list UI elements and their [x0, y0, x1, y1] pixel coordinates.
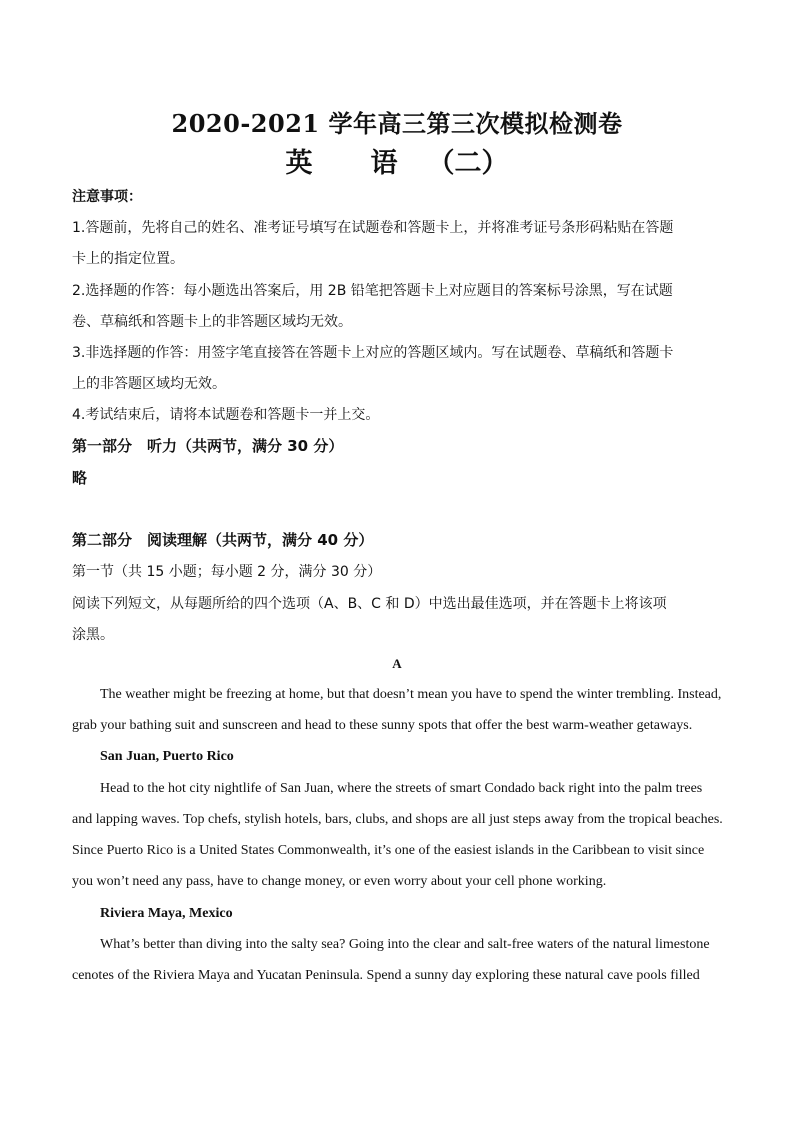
note-2-line-2: 卷、草稿纸和答题卡上的非答题区域均无效。	[72, 314, 352, 330]
san-juan-line-2: and lapping waves. Top chefs, stylish hotels, bars, clubs, and shops are all just steps away from the tropical beaches.	[72, 812, 723, 827]
note-3-line-2: 上的非答题区域均无效。	[72, 376, 226, 392]
subject-paren: （二）	[427, 148, 509, 179]
note-4: 4.考试结束后，请将本试题卷和答题卡一并上交。	[72, 407, 380, 423]
subject-char-2: 语	[370, 148, 398, 179]
exam-title: 2020-2021 学年高三第三次模拟检测卷	[171, 109, 623, 138]
note-3-line-1: 3.非选择题的作答：用签字笔直接答在答题卡上对应的答题区域内。写在试题卷、草稿纸和答题卡	[72, 345, 674, 361]
subject-title	[0, 141, 794, 180]
riviera-line-1: What’s better than diving into the salty sea? Going into the clear and salt-free waters of the natural limestone	[100, 937, 710, 952]
note-1-line-2: 卡上的指定位置。	[72, 251, 184, 267]
part2-heading: 第二部分 阅读理解（共两节，满分 40 分）	[72, 531, 374, 549]
part2-instruction-line-2: 涂黑。	[72, 627, 114, 643]
intro-line-2: grab your bathing suit and sunscreen and head to these sunny spots that offer the best warm-weather getaways.	[72, 718, 693, 733]
section-heading-riviera-maya: Riviera Maya, Mexico	[100, 906, 233, 921]
part1-note: 略	[72, 469, 88, 487]
san-juan-line-1: Head to the hot city nightlife of San Juan, where the streets of smart Condado back right into the palm trees	[100, 781, 703, 796]
part2-section1: 第一节（共 15 小题；每小题 2 分，满分 30 分）	[72, 564, 382, 580]
riviera-line-2: cenotes of the Riviera Maya and Yucatan Peninsula. Spend a sunny day exploring these natural cave pools filled	[72, 968, 700, 983]
san-juan-line-4: you won’t need any pass, have to change money, or even worry about your cell phone working.	[72, 874, 607, 889]
note-2-line-1: 2.选择题的作答：每小题选出答案后，用 2B 铅笔把答题卡上对应题目的答案标号涂黑，写在试题	[72, 283, 673, 299]
note-1-line-1: 1.答题前，先将自己的姓名、准考证号填写在试题卷和答题卡上，并将准考证号条形码粘贴在答题	[72, 220, 674, 236]
notes-heading: 注意事项：	[72, 189, 142, 205]
intro-line-1: The weather might be freezing at home, but that doesn’t mean you have to spend the winter trembling. Instead,	[100, 687, 722, 702]
part2-instruction-line-1: 阅读下列短文，从每题所给的四个选项（A、B、C 和 D）中选出最佳选项，并在答题卡上将该项	[72, 596, 667, 612]
san-juan-line-3: Since Puerto Rico is a United States Commonwealth, it’s one of the easiest islands in the Caribbean to visit since	[72, 843, 705, 858]
passage-label: A	[392, 656, 402, 671]
part1-heading: 第一部分 听力（共两节，满分 30 分）	[72, 437, 344, 455]
section-heading-san-juan: San Juan, Puerto Rico	[100, 749, 234, 764]
subject-char-1: 英	[285, 148, 313, 179]
